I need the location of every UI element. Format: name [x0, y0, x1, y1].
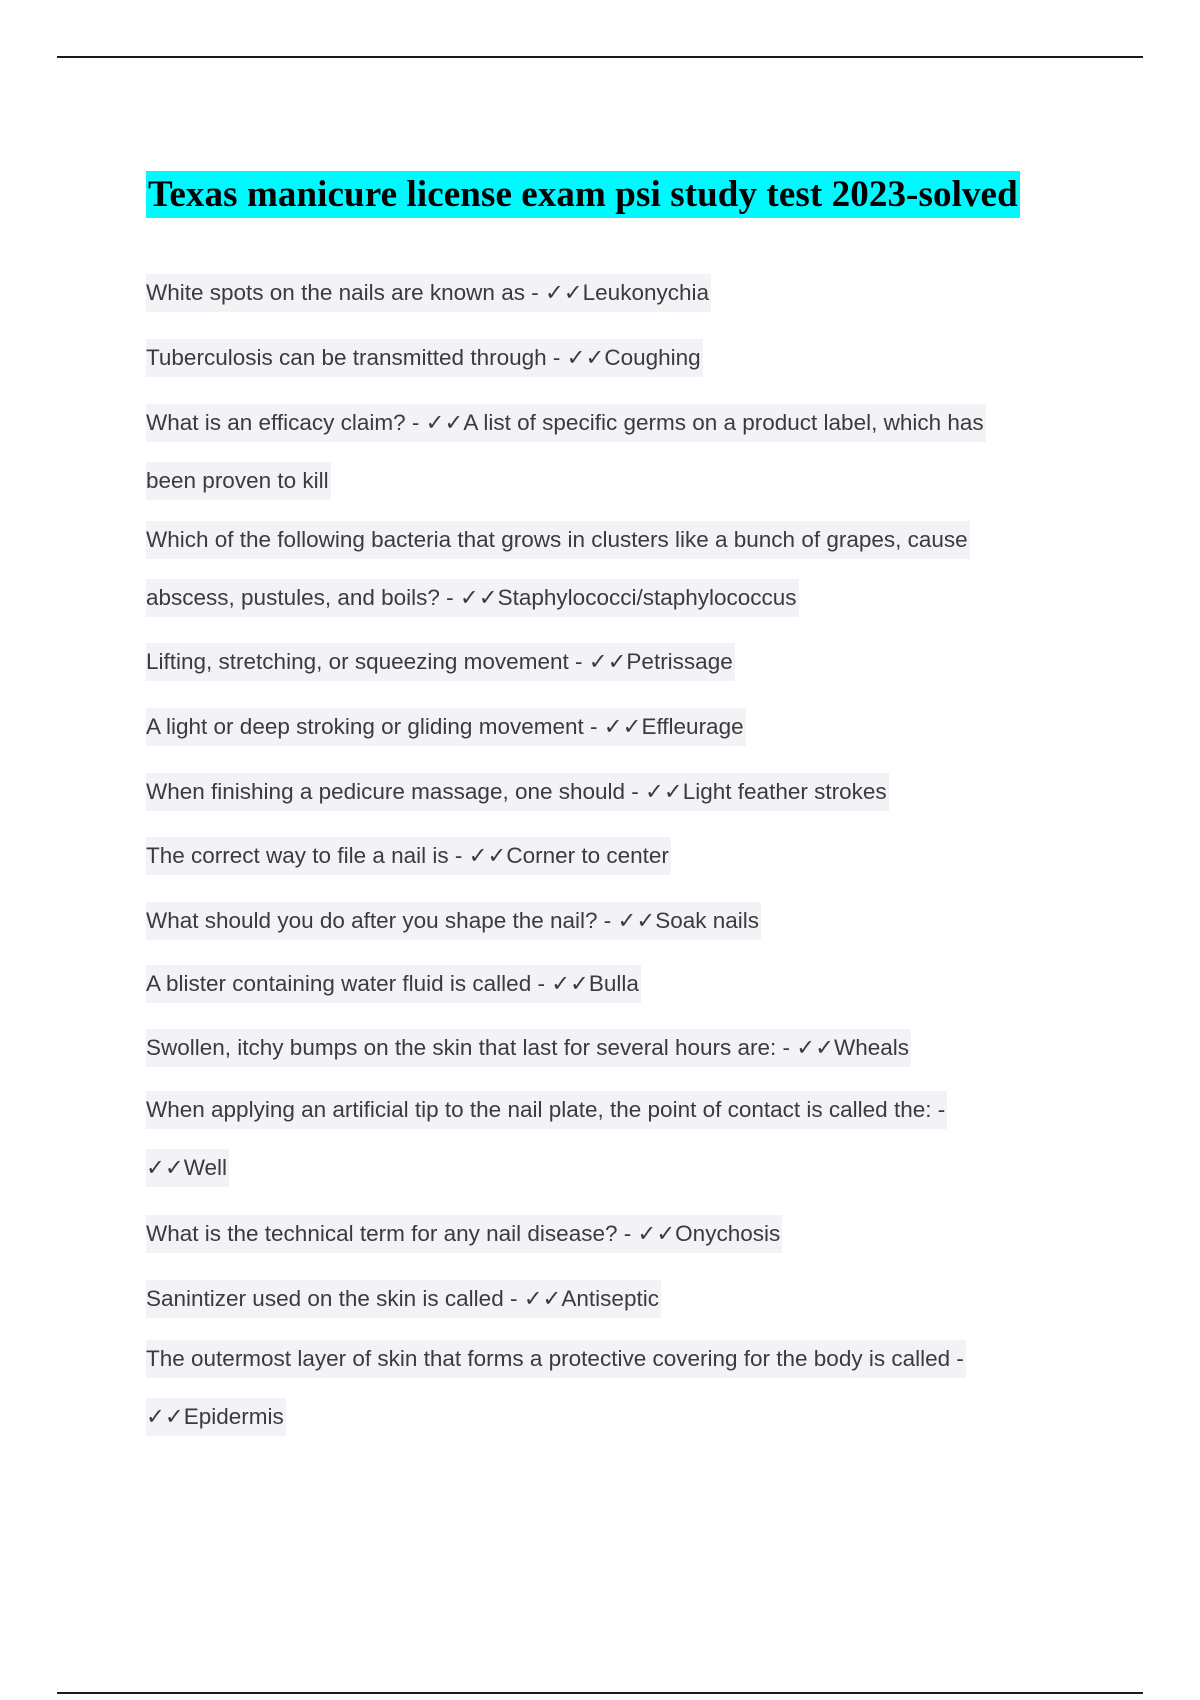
qa-item [146, 521, 1066, 617]
qa-item [146, 1280, 1066, 1318]
qa-line-text: The correct way to file a nail is - ✓✓Corner to center [146, 837, 671, 875]
qa-line-text: What is the technical term for any nail disease? - ✓✓Onychosis [146, 1215, 782, 1253]
qa-item [146, 965, 1066, 1003]
bottom-rule [57, 1692, 1143, 1694]
qa-line-text: Swollen, itchy bumps on the skin that last for several hours are: - ✓✓Wheals [146, 1029, 911, 1067]
qa-line-text: When applying an artificial tip to the nail plate, the point of contact is called the: - [146, 1091, 947, 1129]
qa-item [146, 339, 1066, 377]
page-title: Texas manicure license exam psi study test 2023-solved [146, 171, 1020, 218]
qa-line-text: Lifting, stretching, or squeezing movement - ✓✓Petrissage [146, 643, 735, 681]
qa-line-text: A light or deep stroking or gliding movement - ✓✓Effleurage [146, 708, 746, 746]
qa-line-text: ✓✓Epidermis [146, 1398, 286, 1436]
qa-line-text: been proven to kill [146, 462, 331, 500]
qa-item [146, 837, 1066, 875]
qa-line-text: Which of the following bacteria that grows in clusters like a bunch of grapes, cause [146, 521, 970, 559]
qa-line-text: A blister containing water fluid is called - ✓✓Bulla [146, 965, 641, 1003]
qa-item [146, 1029, 1066, 1067]
qa-item [146, 404, 1066, 500]
qa-line-text: When finishing a pedicure massage, one should - ✓✓Light feather strokes [146, 773, 889, 811]
qa-line-text: The outermost layer of skin that forms a protective covering for the body is called - [146, 1340, 966, 1378]
qa-line-text: Tuberculosis can be transmitted through - ✓✓Coughing [146, 339, 703, 377]
qa-item [146, 643, 1066, 681]
qa-line-text: abscess, pustules, and boils? - ✓✓Staphylococci/staphylococcus [146, 579, 799, 617]
qa-item [146, 274, 1066, 312]
qa-item [146, 773, 1066, 811]
qa-item [146, 902, 1066, 940]
qa-line-text: White spots on the nails are known as - ✓✓Leukonychia [146, 274, 711, 312]
qa-line-text: Sanintizer used on the skin is called - ✓✓Antiseptic [146, 1280, 661, 1318]
qa-item [146, 1215, 1066, 1253]
qa-line-text: What is an efficacy claim? - ✓✓A list of specific germs on a product label, which has [146, 404, 986, 442]
qa-item [146, 708, 1066, 746]
top-rule [57, 56, 1143, 58]
qa-item [146, 1091, 1066, 1187]
qa-line-text: ✓✓Well [146, 1149, 229, 1187]
qa-line-text: What should you do after you shape the nail? - ✓✓Soak nails [146, 902, 761, 940]
qa-item [146, 1340, 1066, 1436]
